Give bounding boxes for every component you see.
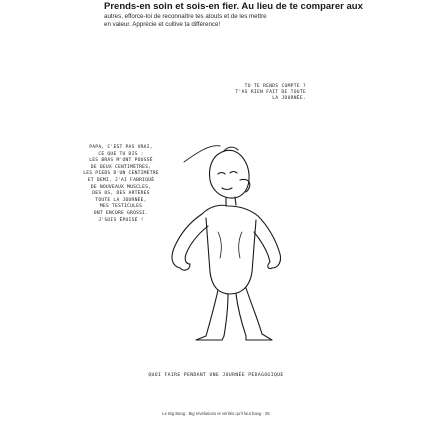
- poem-line: DE DEUX CENTIMÈTRES,: [90, 164, 152, 170]
- poem-line: ONT ENCORE GROSSI.: [93, 210, 149, 216]
- page-credit: Le Big Bang : Big révélations et vérités qu'il faut bang · 35: [162, 411, 270, 416]
- father-speech-caption: [186, 84, 306, 102]
- caption-line: TU TE RENDS COMPTE ?: [244, 84, 306, 89]
- header-text-line-1: Prends-en soin et sois-en fier. Au lieu de te comparer aux: [104, 1, 363, 12]
- illustration-title: QUOI FAIRE PENDANT UNE JOURNÉE PÉDAGOGIQUE: [148, 373, 284, 378]
- caption-line: T'AS RIEN FAIT DE TOUTE: [235, 90, 306, 95]
- poem-line: CE QUE TU DIS :: [98, 151, 144, 157]
- page-header: [0, 0, 432, 40]
- header-text-line-2: autres, efforce-toi de reconnaître tes atouts et de les mettre: [104, 13, 267, 20]
- caption-line: LA JOURNÉE.: [272, 96, 306, 101]
- poem-line: DE NOUVEAUX MUSCLES,: [90, 184, 152, 190]
- poem-line: DES OS, DES ARTÈRES: [92, 191, 150, 197]
- poem-line: PAPA, C'EST PAS VRAI,: [89, 145, 153, 150]
- poem-line: LES PIEDS D'UN CENTIMÈTRE: [83, 171, 159, 177]
- poem-line: LES BRAS M'ONT POUSSÉ: [89, 158, 153, 164]
- poem-line: ET DEMI. J'AI FABRIQUÉ: [87, 177, 155, 183]
- poem-line: J'SUIS ÉPUISÉ !: [98, 217, 144, 223]
- header-text-line-3: en valeur. Apprécie et cultive ta différence!: [104, 21, 221, 28]
- poem-line: TOUTE LA JOURNÉE,: [95, 197, 147, 203]
- child-illustration: [150, 122, 300, 347]
- poem-line: MES TESTICULES: [99, 204, 143, 210]
